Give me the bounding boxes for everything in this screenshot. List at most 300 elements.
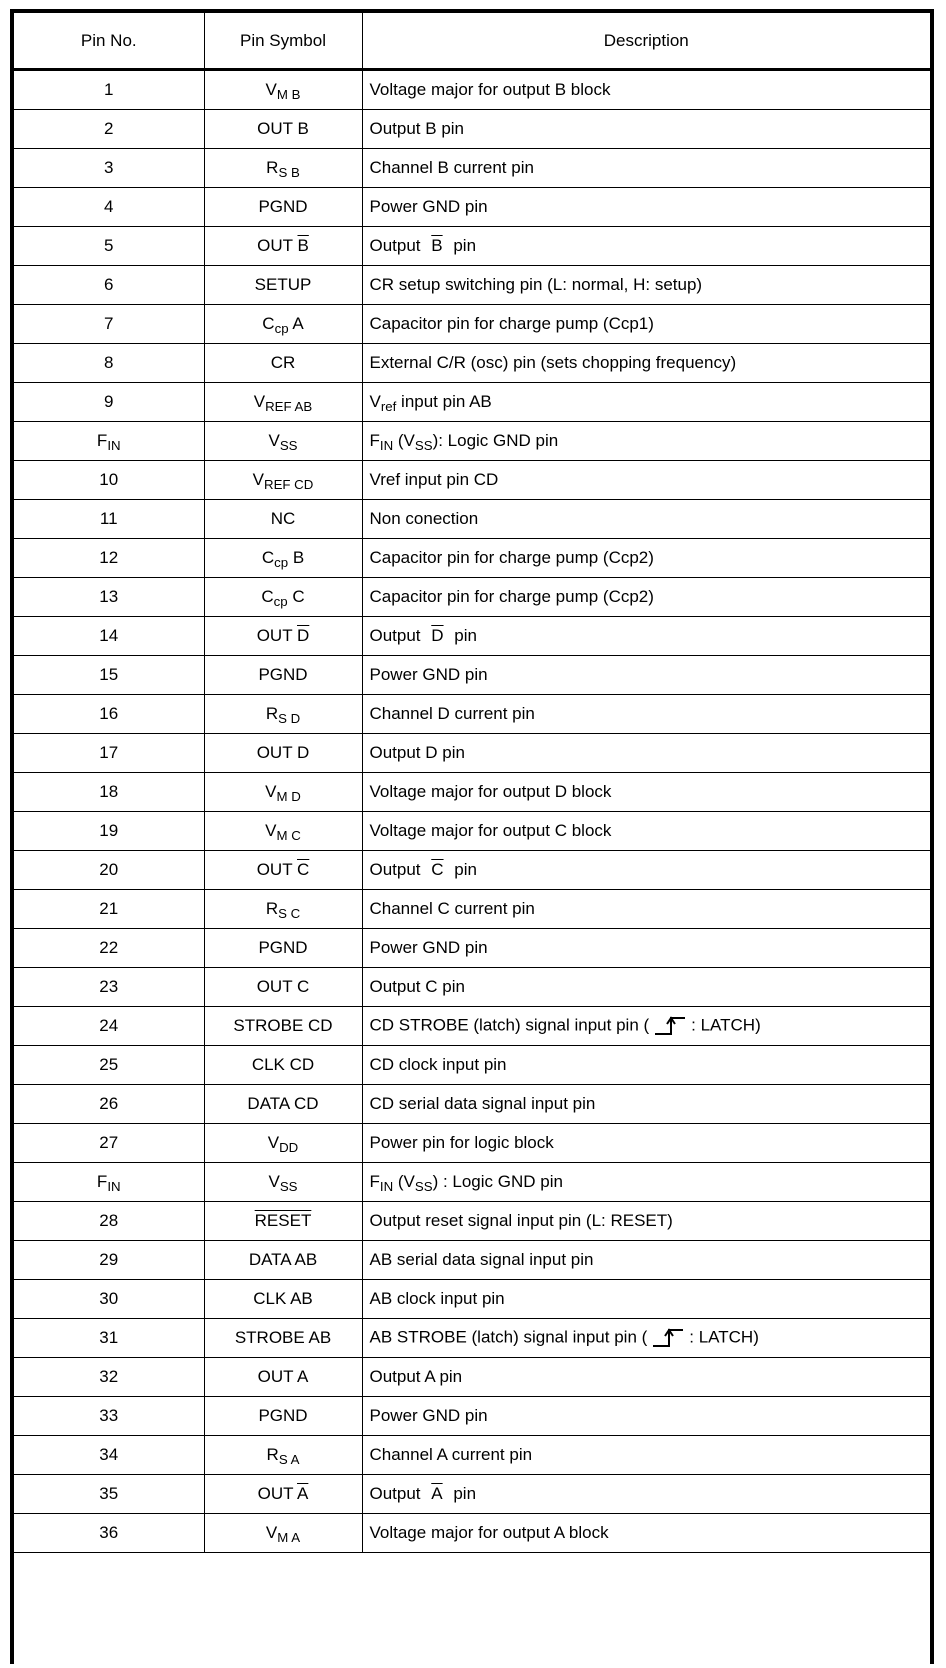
pin-symbol-cell: [204, 773, 362, 812]
pin-description-cell: [362, 1358, 930, 1397]
pin-number: 30: [99, 1289, 119, 1308]
pin-number: 22: [99, 938, 119, 957]
table-row: [14, 1436, 930, 1475]
pin-description: Vref input pin CD: [369, 470, 499, 489]
pin-description-subscript: IN: [379, 438, 394, 454]
pin-description-cell: [362, 1475, 930, 1514]
pin-description-cell: [362, 1007, 930, 1046]
pin-description: Non conection: [369, 509, 479, 528]
pin-symbol-cell: [204, 1397, 362, 1436]
pin-symbol-overline: $\overline{B}$: [297, 236, 309, 255]
pin-description: AB clock input pin: [369, 1289, 505, 1308]
pin-description-cell: [362, 344, 930, 383]
pin-symbol-subscript: REF AB: [265, 399, 313, 415]
pin-symbol-subscript: SS: [279, 1179, 298, 1195]
pin-number: 4: [104, 197, 114, 216]
pin-number-cell: [14, 851, 204, 890]
table-row: [14, 656, 930, 695]
table-row: [14, 773, 930, 812]
pin-number-cell: [14, 656, 204, 695]
pin-symbol-subscript: S D: [278, 711, 301, 727]
pin-number-cell: [14, 968, 204, 1007]
pin-description-subscript-2: SS: [414, 438, 433, 454]
pin-description-suffix: pin: [449, 626, 477, 645]
pin-description: Power GND pin: [369, 1406, 488, 1425]
table-row: [14, 266, 930, 305]
pin-symbol-cell: [204, 812, 362, 851]
table-row: [14, 500, 930, 539]
pin-number-cell: [14, 1280, 204, 1319]
pin-symbol-cell: [204, 539, 362, 578]
table-row: [14, 227, 930, 266]
pin-symbol-cell: [204, 266, 362, 305]
pin-symbol: OUT D: [256, 743, 310, 762]
pin-symbol-cell: [204, 1514, 362, 1553]
pin-symbol: PGND: [258, 665, 308, 684]
pin-number-cell: [14, 70, 204, 110]
pin-symbol: C: [262, 313, 275, 333]
pin-symbol: STROBE CD: [233, 1016, 333, 1035]
pin-number-cell: [14, 1475, 204, 1514]
pin-description-cell: [362, 1202, 930, 1241]
pin-number-cell: [14, 890, 204, 929]
pin-symbol-cell: [204, 422, 362, 461]
pin-number: 6: [104, 275, 114, 294]
pin-description-cell: [362, 70, 930, 110]
pin-number: 7: [104, 314, 114, 333]
pin-description-cell: [362, 1046, 930, 1085]
pin-symbol: C: [261, 586, 274, 606]
pin-symbol: V: [253, 391, 266, 411]
pin-number: 17: [99, 743, 119, 762]
rising-edge-icon: [653, 1015, 687, 1037]
pin-description: F: [369, 430, 380, 450]
pin-description-subscript: IN: [379, 1179, 394, 1195]
header-pin-symbol: Pin Symbol: [204, 13, 362, 70]
table-row: [14, 1007, 930, 1046]
pin-symbol-suffix: C: [287, 586, 305, 606]
pin-symbol-cell: [204, 1163, 362, 1202]
pin-description-cell: [362, 305, 930, 344]
pin-description-cell: [362, 422, 930, 461]
pin-description: CD STROBE (latch) signal input pin (: [369, 1015, 650, 1035]
table-row: [14, 383, 930, 422]
pin-symbol-cell: [204, 1475, 362, 1514]
pin-number: 35: [99, 1484, 119, 1503]
pin-symbol: OUT B: [257, 119, 309, 138]
pin-symbol-cell: [204, 1202, 362, 1241]
pin-number-cell: [14, 1436, 204, 1475]
pin-description: External C/R (osc) pin (sets chopping frequency): [369, 353, 737, 372]
pin-description-cell: [362, 1514, 930, 1553]
pin-symbol-cell: [204, 851, 362, 890]
pin-number-cell: [14, 1085, 204, 1124]
table-row: [14, 1514, 930, 1553]
pin-symbol-cell: [204, 1358, 362, 1397]
pin-description-cell: [362, 1280, 930, 1319]
pin-number: 36: [99, 1523, 119, 1542]
pin-symbol: PGND: [258, 1406, 308, 1425]
pin-description-overline: $\overline{B}$: [431, 236, 443, 255]
pin-symbol: DATA AB: [248, 1250, 318, 1269]
pin-number: 8: [104, 353, 114, 372]
pin-description-cell: [362, 929, 930, 968]
pin-symbol-cell: [204, 890, 362, 929]
pin-number: 19: [99, 821, 119, 840]
table-row: [14, 1319, 930, 1358]
table-row: [14, 539, 930, 578]
pin-description-suffix: : LATCH): [689, 1327, 759, 1347]
pin-description-cell: [362, 734, 930, 773]
pin-description-cell: [362, 1436, 930, 1475]
pin-symbol-subscript: cp: [273, 594, 288, 610]
pin-description-cell: [362, 695, 930, 734]
pin-number: 18: [99, 782, 119, 801]
pin-symbol-cell: [204, 461, 362, 500]
pin-description-overline: $\overline{C}$: [431, 860, 444, 879]
table-row: [14, 461, 930, 500]
pin-symbol: STROBE AB: [234, 1328, 332, 1347]
pin-description: Channel A current pin: [369, 1445, 533, 1464]
pin-description-suffix: (V: [393, 430, 415, 450]
pin-number-cell: [14, 539, 204, 578]
pin-number: 5: [104, 236, 114, 255]
pin-description-cell: [362, 890, 930, 929]
pin-description: AB serial data signal input pin: [369, 1250, 594, 1269]
pin-symbol-cell: [204, 1046, 362, 1085]
pin-number-cell: [14, 227, 204, 266]
pin-description-suffix: pin: [448, 1484, 477, 1503]
pin-number-cell: [14, 1124, 204, 1163]
pin-description-cell: [362, 851, 930, 890]
table-row: [14, 968, 930, 1007]
rising-edge-icon: [651, 1327, 685, 1349]
pin-number-cell: [14, 383, 204, 422]
pin-description: Voltage major for output A block: [369, 1523, 609, 1542]
pin-symbol-cell: [204, 1319, 362, 1358]
pin-number-cell: [14, 1358, 204, 1397]
pin-description-cell: [362, 1319, 930, 1358]
pin-symbol-subscript: M C: [276, 828, 301, 844]
pin-symbol-cell: [204, 734, 362, 773]
pin-description-cell: [362, 1241, 930, 1280]
pin-number-cell: [14, 617, 204, 656]
table-row: [14, 1046, 930, 1085]
pin-symbol: V: [268, 1171, 280, 1191]
pin-number-cell: [14, 812, 204, 851]
table-row: [14, 70, 930, 110]
pin-number-cell: [14, 110, 204, 149]
pin-symbol: OUT: [257, 1484, 298, 1503]
pin-description-cell: [362, 149, 930, 188]
pin-number-cell: [14, 422, 204, 461]
pin-symbol-cell: [204, 968, 362, 1007]
pin-description-suffix: (V: [393, 1171, 415, 1191]
pin-symbol: OUT: [256, 626, 298, 645]
pin-number-cell: [14, 305, 204, 344]
pin-number: 16: [99, 704, 119, 723]
pin-symbol-overline: RESET: [254, 1211, 312, 1230]
pin-description: Output: [369, 860, 426, 879]
pin-symbol: OUT A: [257, 1367, 309, 1386]
pin-number-cell: [14, 1514, 204, 1553]
pin-description: Voltage major for output C block: [369, 821, 612, 840]
pin-symbol: R: [266, 157, 279, 177]
pin-symbol-cell: [204, 344, 362, 383]
pin-description: Voltage major for output D block: [369, 782, 612, 801]
pin-table-frame: [10, 9, 934, 1664]
pin-symbol-cell: [204, 188, 362, 227]
pin-description-suffix-2: ): Logic GND pin: [432, 430, 559, 450]
pin-number-cell: [14, 1046, 204, 1085]
pin-symbol: CLK AB: [253, 1289, 313, 1308]
pin-number-cell: [14, 500, 204, 539]
pin-description: Output: [369, 236, 426, 255]
pin-description-cell: [362, 617, 930, 656]
pin-description-overline: $\overline{A}$: [431, 1484, 443, 1503]
table-row: [14, 149, 930, 188]
pin-number: F: [96, 430, 108, 450]
pin-symbol-cell: [204, 1007, 362, 1046]
pin-symbol-subscript: S A: [278, 1452, 300, 1468]
pin-symbol-cell: [204, 1124, 362, 1163]
pin-number: 10: [99, 470, 119, 489]
table-row: [14, 929, 930, 968]
table-row: [14, 344, 930, 383]
pin-description-cell: [362, 656, 930, 695]
pin-description-suffix: pin: [449, 860, 477, 879]
pin-description-cell: [362, 500, 930, 539]
pin-symbol-subscript: S B: [278, 165, 300, 181]
pin-description-cell: [362, 1085, 930, 1124]
pin-description: Channel C current pin: [369, 899, 535, 918]
pin-description: Capacitor pin for charge pump (Ccp2): [369, 548, 654, 567]
pin-symbol-subscript: S C: [278, 906, 301, 922]
pin-number: 28: [99, 1211, 119, 1230]
pin-number: 23: [99, 977, 119, 996]
pin-number-cell: [14, 1202, 204, 1241]
pin-symbol-subscript: cp: [274, 555, 289, 571]
pin-table: [14, 13, 930, 1553]
pin-number-subscript: IN: [107, 1179, 121, 1195]
pin-description: Capacitor pin for charge pump (Ccp2): [369, 587, 654, 606]
pin-number-cell: [14, 1319, 204, 1358]
pin-symbol-subscript: SS: [279, 438, 298, 454]
table-row: [14, 1358, 930, 1397]
pin-symbol-cell: [204, 695, 362, 734]
pin-description-cell: [362, 227, 930, 266]
pin-description-cell: [362, 461, 930, 500]
pin-description: Output D pin: [369, 743, 465, 762]
pin-number: 11: [99, 509, 118, 528]
pin-symbol-subscript: M A: [277, 1530, 301, 1546]
pin-number: 34: [99, 1445, 119, 1464]
pin-number: 31: [99, 1328, 119, 1347]
pin-number: 1: [104, 80, 114, 99]
pin-symbol: V: [265, 79, 277, 99]
pin-description: CD serial data signal input pin: [369, 1094, 596, 1113]
pin-description: Power GND pin: [369, 938, 488, 957]
pin-description-suffix: : LATCH): [691, 1015, 761, 1035]
pin-description: Power GND pin: [369, 197, 488, 216]
pin-number: F: [96, 1171, 108, 1191]
pin-description: Output: [369, 626, 426, 645]
pin-symbol: R: [266, 1444, 279, 1464]
pin-number: 15: [99, 665, 119, 684]
pin-symbol-cell: [204, 1085, 362, 1124]
pin-symbol: PGND: [258, 197, 308, 216]
pin-number-cell: [14, 929, 204, 968]
pin-symbol: V: [265, 781, 277, 801]
pin-description-subscript: ref: [380, 399, 397, 415]
pin-symbol: SETUP: [254, 275, 312, 294]
pin-symbol: NC: [270, 509, 296, 528]
table-row: [14, 812, 930, 851]
pin-symbol: V: [252, 469, 264, 489]
pin-description: V: [369, 391, 381, 411]
pin-number: 13: [99, 587, 119, 606]
pin-description-cell: [362, 968, 930, 1007]
pin-description: Output: [369, 1484, 426, 1503]
pin-number: 33: [99, 1406, 119, 1425]
pin-number: 29: [99, 1250, 119, 1269]
table-row: [14, 1085, 930, 1124]
pin-number-cell: [14, 266, 204, 305]
pin-description: CD clock input pin: [369, 1055, 507, 1074]
table-row: [14, 890, 930, 929]
pin-symbol: C: [261, 547, 275, 567]
pin-description-cell: [362, 1124, 930, 1163]
pin-symbol: PGND: [258, 938, 308, 957]
pin-description-suffix-2: ) : Logic GND pin: [432, 1171, 563, 1191]
pin-description-cell: [362, 773, 930, 812]
table-row: [14, 578, 930, 617]
pin-number: 14: [99, 626, 119, 645]
pin-description-cell: [362, 188, 930, 227]
pin-number-cell: [14, 149, 204, 188]
pin-symbol: DATA CD: [247, 1094, 319, 1113]
pin-description: F: [369, 1171, 380, 1191]
pin-symbol-subscript: M B: [276, 87, 301, 103]
pin-description: Output B pin: [369, 119, 465, 138]
table-body: [14, 70, 930, 1553]
table-row: [14, 422, 930, 461]
pin-number: 26: [99, 1094, 119, 1113]
pin-symbol-overline: $\overline{D}$: [297, 626, 310, 645]
pin-symbol-suffix: A: [288, 313, 304, 333]
pin-symbol-cell: [204, 1436, 362, 1475]
pin-symbol: V: [265, 820, 277, 840]
pin-number-cell: [14, 188, 204, 227]
table-row: [14, 110, 930, 149]
pin-description-cell: [362, 266, 930, 305]
pin-number-cell: [14, 695, 204, 734]
pin-description-suffix: pin: [448, 236, 477, 255]
pin-number-cell: [14, 773, 204, 812]
pin-symbol-subscript: REF CD: [264, 477, 314, 493]
table-row: [14, 305, 930, 344]
table-row: [14, 1202, 930, 1241]
pin-symbol-cell: [204, 110, 362, 149]
pin-symbol: V: [265, 1522, 278, 1542]
table-row: [14, 851, 930, 890]
table-row: [14, 1475, 930, 1514]
pin-number-cell: [14, 1241, 204, 1280]
pin-number: 3: [104, 158, 114, 177]
pin-symbol: CR: [270, 353, 296, 372]
pin-number: 27: [99, 1133, 119, 1152]
pin-description-cell: [362, 539, 930, 578]
pin-number: 25: [99, 1055, 119, 1074]
pin-number-cell: [14, 1163, 204, 1202]
table-row: [14, 1124, 930, 1163]
pin-symbol-cell: [204, 500, 362, 539]
pin-symbol-suffix: B: [288, 547, 305, 567]
pin-symbol-cell: [204, 929, 362, 968]
pin-number: 32: [99, 1367, 119, 1386]
header-pin-no: Pin No.: [14, 13, 204, 70]
pin-number: 12: [99, 548, 119, 567]
table-row: [14, 188, 930, 227]
table-row: [14, 1397, 930, 1436]
table-row: [14, 1241, 930, 1280]
table-row: [14, 1280, 930, 1319]
pin-description: Channel D current pin: [369, 704, 535, 723]
pin-symbol: R: [265, 703, 279, 723]
pin-number: 9: [104, 392, 114, 411]
table-row: [14, 695, 930, 734]
pin-number-subscript: IN: [107, 438, 121, 454]
pin-symbol: OUT: [256, 860, 298, 879]
pin-symbol-subscript: DD: [279, 1140, 299, 1156]
table-row: [14, 617, 930, 656]
pin-description: Power pin for logic block: [369, 1133, 554, 1152]
pin-symbol-cell: [204, 70, 362, 110]
pin-symbol: R: [265, 898, 279, 918]
pin-description-cell: [362, 1163, 930, 1202]
pin-number: 21: [99, 899, 119, 918]
pin-symbol-cell: [204, 1241, 362, 1280]
pin-symbol-cell: [204, 227, 362, 266]
pin-number-cell: [14, 461, 204, 500]
pin-description: Capacitor pin for charge pump (Ccp1): [369, 314, 654, 333]
pin-number-cell: [14, 1007, 204, 1046]
pin-description-cell: [362, 383, 930, 422]
pin-symbol: CLK CD: [251, 1055, 315, 1074]
pin-description-suffix: input pin AB: [396, 391, 492, 411]
pin-symbol: V: [268, 430, 280, 450]
pin-number-cell: [14, 734, 204, 773]
pin-description-cell: [362, 578, 930, 617]
pin-description: AB STROBE (latch) signal input pin (: [369, 1327, 648, 1347]
table-row: [14, 734, 930, 773]
pin-description-cell: [362, 812, 930, 851]
pin-symbol-cell: [204, 1280, 362, 1319]
pin-number-cell: [14, 1397, 204, 1436]
pin-symbol: OUT C: [256, 977, 310, 996]
pin-symbol: OUT: [257, 236, 298, 255]
pin-symbol-cell: [204, 578, 362, 617]
pin-number: 24: [99, 1016, 119, 1035]
pin-symbol-cell: [204, 617, 362, 656]
pin-symbol-cell: [204, 305, 362, 344]
pin-symbol-cell: [204, 149, 362, 188]
pin-description-overline: $\overline{D}$: [431, 626, 444, 645]
pin-symbol-subscript: cp: [274, 321, 289, 337]
pin-number: 20: [99, 860, 119, 879]
header-row: [14, 13, 930, 70]
pin-description: Voltage major for output B block: [369, 80, 611, 99]
